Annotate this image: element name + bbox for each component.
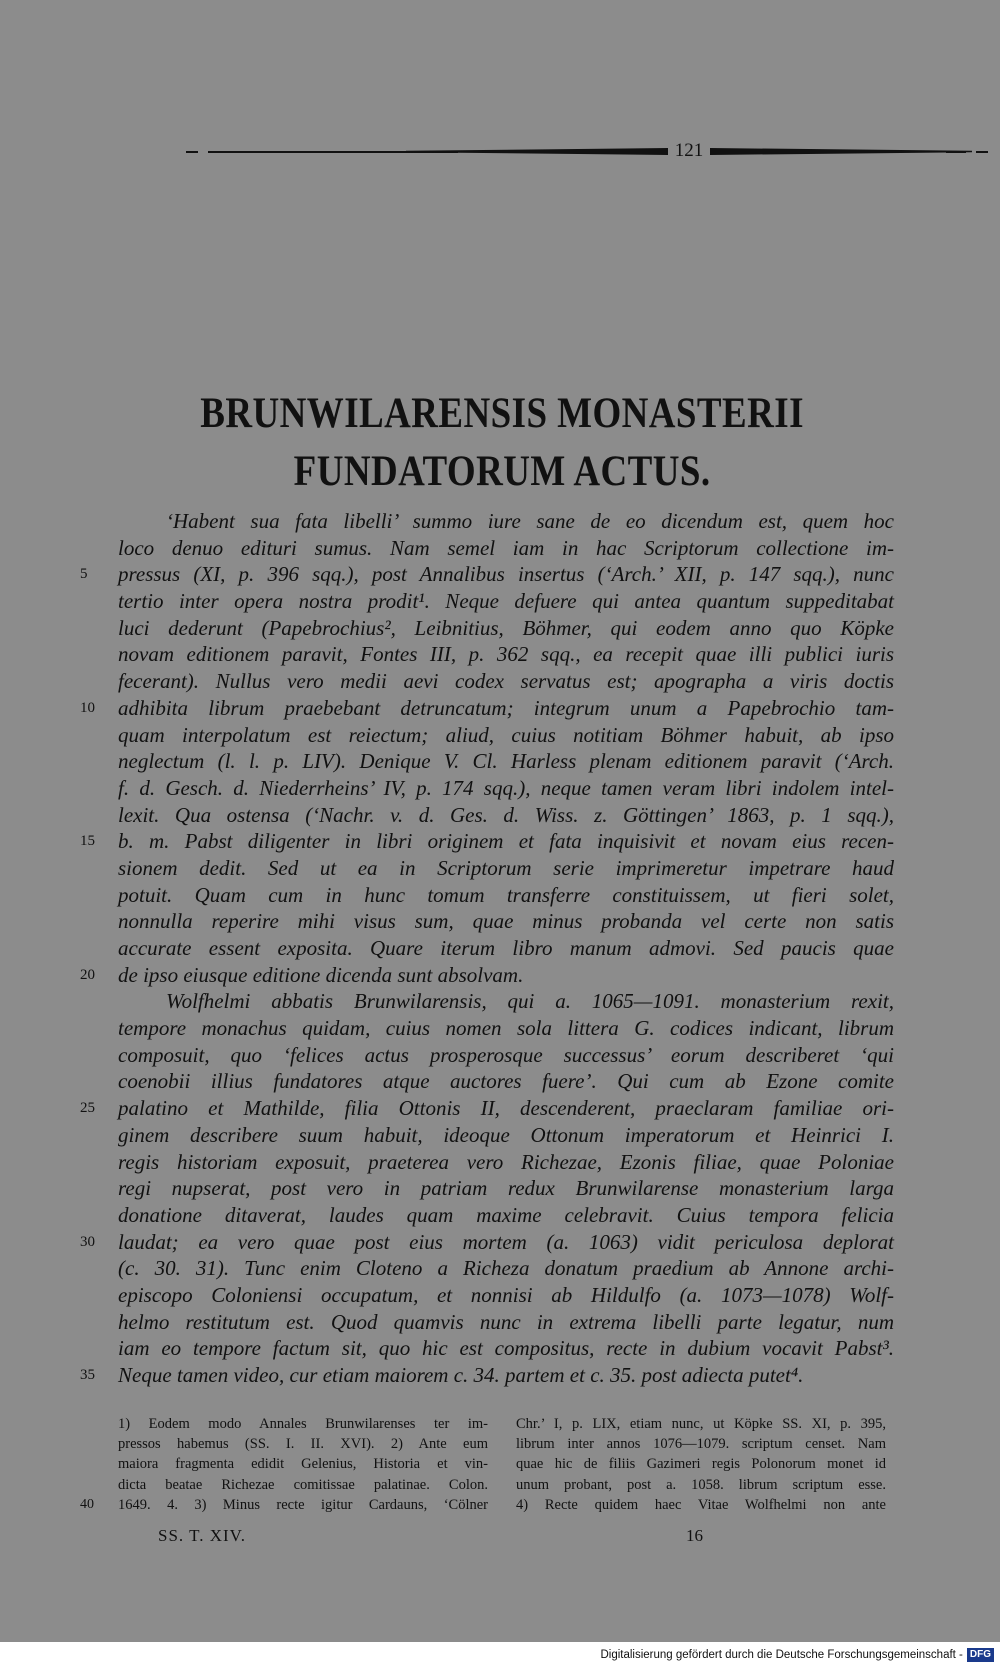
- line-text: luci dederunt (Papebrochius², Leibnitius, Böhmer, qui eodem anno quo Köpke: [118, 615, 894, 640]
- header-rule-wedge: [406, 148, 668, 155]
- line-text: quam interpolatum est reiectum; aliud, cuius notitiam Böhmer habuit, ab ipso: [118, 722, 894, 747]
- line-text: ‘Habent sua fata libelli’ summo iure sane de eo dicendum est, quem hoc: [166, 509, 894, 533]
- footnotes-right-column: [516, 1414, 886, 1515]
- line-number: 25: [80, 1100, 95, 1117]
- text-line: [118, 882, 894, 909]
- header-rule-dash: [976, 151, 988, 153]
- signature-mark: SS. T. XIV.: [158, 1526, 246, 1545]
- line-text: regis historiam exposuit, praeterea vero Richezae, Ezonis filiae, quae Poloniae: [118, 1149, 894, 1174]
- text-line: [80, 1229, 894, 1256]
- line-text: potuit. Quam cum in hunc tomum transferre constituissem, ut fieri solet,: [118, 882, 894, 907]
- digitization-footer: [600, 1648, 994, 1662]
- header-rule-line: [946, 151, 966, 153]
- line-text: novam editionem paravit, Fontes III, p. 362 sqq., ea recepit quae illi publici iuris: [118, 642, 894, 667]
- line-text: tertio inter opera nostra prodit¹. Neque defuere qui antea quantum suppeditabat: [118, 589, 894, 614]
- text-line: [118, 641, 894, 668]
- line-text: helmo restitutum est. Quod quamvis nunc in extrema libelli parte legatur, num: [118, 1309, 894, 1334]
- line-text: episcopo Coloniensi occupatum, et nonnisi ab Hildulfo (a. 1073—1078) Wolf-: [118, 1282, 894, 1307]
- line-text: 1649. 4. 3) Minus recte igitur Cardauns, ‘Cölner: [118, 1496, 488, 1513]
- line-text: de ipso eiusque editione dicenda sunt absolvam.: [118, 962, 524, 987]
- header-rule-wedge: [710, 148, 972, 155]
- line-number: 10: [80, 699, 95, 716]
- line-text: quae hic de filiis Gazimeri regis Polonorum monet id: [516, 1456, 886, 1473]
- text-line: [118, 615, 894, 642]
- line-text: neglectum (l. l. p. LIV). Denique V. Cl. Harless plenam editionem paravit (‘Arch.: [118, 749, 894, 774]
- line-text: dicta beatae Richezae comitissae palatinae. Colon.: [118, 1476, 488, 1493]
- line-text: b. m. Pabst diligenter in libri originem et fata inquisivit et novam eius recen-: [118, 829, 894, 854]
- text-line: [118, 935, 894, 962]
- line-text: unum probant, post a. 1058. librum scriptum esse.: [516, 1476, 886, 1493]
- line-text: fecerant). Nullus vero medii aevi codex servatus est; apographa a viris doctis: [118, 669, 894, 694]
- text-line: [118, 588, 894, 615]
- text-line: [118, 1335, 894, 1362]
- text-line: [118, 1202, 894, 1229]
- line-text: adhibita librum praebebant detruncatum; integrum unum a Papebrochio tam-: [118, 695, 894, 720]
- text-line: [80, 695, 894, 722]
- text-line: [118, 535, 894, 562]
- footnote-line: [516, 1454, 886, 1474]
- footnotes-left-column: [80, 1414, 488, 1515]
- footnote-line: [516, 1434, 886, 1454]
- text-line: [118, 1255, 894, 1282]
- text-line: [118, 802, 894, 829]
- document-title: [72, 385, 932, 501]
- running-header: [186, 140, 788, 161]
- title-line-1: BRUNWILARENSIS MONASTERII: [200, 390, 804, 437]
- text-line: [118, 748, 894, 775]
- footnote-line: [118, 1434, 488, 1454]
- line-text: lexit. Qua ostensa (‘Nachr. v. d. Ges. d. Wiss. z. Göttingen’ 1863, p. 1 sqq.),: [118, 802, 894, 827]
- line-text: nonnulla reperire mihi visus sum, quae minus probanda vel certe non satis: [118, 909, 894, 934]
- line-number: 5: [80, 566, 88, 583]
- footnote-line: [118, 1454, 488, 1474]
- text-line: [118, 908, 894, 935]
- dfg-logo: DFG: [967, 1648, 994, 1662]
- text-line: [118, 1015, 894, 1042]
- text-line: [80, 962, 894, 989]
- line-number: 15: [80, 833, 95, 850]
- footnote-line: [80, 1495, 488, 1515]
- line-number: 35: [80, 1367, 95, 1383]
- text-line: [118, 1068, 894, 1095]
- text-line: [118, 1042, 894, 1069]
- line-text: coenobii illius fundatores atque auctores fuere’. Qui cum ab Ezone comite: [118, 1069, 894, 1094]
- line-text: iam eo tempore factum sit, quo hic est compositus, recte in dubium vocavit Pabst³.: [118, 1336, 894, 1361]
- line-number: 30: [80, 1233, 95, 1250]
- text-line: [80, 1095, 894, 1122]
- text-line: [80, 561, 894, 588]
- line-text: 4) Recte quidem haec Vitae Wolfhelmi non ante: [516, 1496, 886, 1513]
- line-text: accurate essent exposita. Quare iterum libro manum admovi. Sed paucis quae: [118, 936, 894, 960]
- footnote-line: [516, 1414, 886, 1434]
- folio-number: 16: [686, 1526, 703, 1545]
- line-text: tempore monachus quidam, cuius nomen sola littera G. codices indicant, librum: [118, 1016, 894, 1041]
- line-text: ginem describere suum habuit, ideoque Ottonum imperatorum et Heinrici I.: [118, 1122, 894, 1147]
- line-text: palatino et Mathilde, filia Ottonis II, descenderent, praeclaram familiae ori-: [118, 1096, 894, 1121]
- title-line-2: FUNDATORUM ACTUS.: [293, 448, 711, 495]
- line-text: pressus (XI, p. 396 sqq.), post Annalibus insertus (‘Arch.’ XII, p. 147 sqq.), nunc: [118, 562, 894, 587]
- line-text: sionem dedit. Sed ut ea in Scriptorum serie imprimeretur impetrare haud: [118, 855, 894, 880]
- text-line: [118, 1149, 894, 1176]
- line-text: Wolfhelmi abbatis Brunwilarensis, qui a. 1065—1091. monasterium rexit,: [166, 989, 894, 1014]
- text-line: [118, 722, 894, 749]
- text-line: [118, 1282, 894, 1309]
- line-text: f. d. Gesch. d. Niederrheins’ IV, p. 174 sqq.), neque tamen veram libri indolem intel-: [118, 775, 894, 800]
- footnote-line: [516, 1475, 886, 1495]
- line-text: librum inter annos 1076—1079. scriptum censet. Nam: [516, 1436, 886, 1453]
- text-line: [118, 855, 894, 882]
- line-text: composuit, quo ‘felices actus prosperosque successus’ eorum describeret ‘qui: [118, 1042, 894, 1067]
- line-text: regi nupserat, post vero in patriam redux Brunwilarense monasterium larga: [118, 1176, 894, 1201]
- line-number: 20: [80, 966, 95, 983]
- text-line: [118, 668, 894, 695]
- line-number: 40: [80, 1496, 94, 1512]
- footnote-line: [118, 1414, 488, 1434]
- line-text: (c. 30. 31). Tunc enim Cloteno a Richeza donatum praedium ab Annone archi-: [118, 1256, 894, 1281]
- line-text: 1) Eodem modo Annales Brunwilarenses ter im-: [118, 1416, 488, 1432]
- text-line: [80, 828, 894, 855]
- body-text: [80, 508, 894, 1389]
- line-text: maiora fragmenta edidit Gelenius, Historia et vin-: [118, 1456, 488, 1473]
- text-line: [118, 1175, 894, 1202]
- line-text: pressos habemus (SS. I. II. XVI). 2) Ante eum: [118, 1436, 488, 1453]
- digitization-notice: Digitalisierung gefördert durch die Deutsche Forschungsgemeinschaft -: [600, 1649, 963, 1661]
- text-line: [118, 1122, 894, 1149]
- text-line: [80, 1362, 894, 1389]
- footnote-line: [516, 1495, 886, 1515]
- line-text: Chr.’ I, p. LIX, etiam nunc, ut Köpke SS. XI, p. 395,: [516, 1416, 886, 1432]
- line-text: loco denuo edituri sumus. Nam semel iam in hac Scriptorum collectione im-: [118, 535, 894, 560]
- text-line: [118, 1309, 894, 1336]
- footnote-line: [118, 1475, 488, 1495]
- page-number: 121: [674, 140, 704, 161]
- line-text: Neque tamen video, cur etiam maiorem c. 34. partem et c. 35. post adiecta putet⁴.: [118, 1363, 804, 1387]
- text-line: [118, 988, 894, 1015]
- header-rule-dash: [186, 151, 198, 153]
- line-text: donatione ditaverat, laudes quam maxime celebravit. Cuius tempora felicia: [118, 1202, 894, 1227]
- text-line: [118, 508, 894, 535]
- line-text: laudat; ea vero quae post eius mortem (a. 1063) vidit periculosa deplorat: [118, 1229, 894, 1254]
- text-line: [118, 775, 894, 802]
